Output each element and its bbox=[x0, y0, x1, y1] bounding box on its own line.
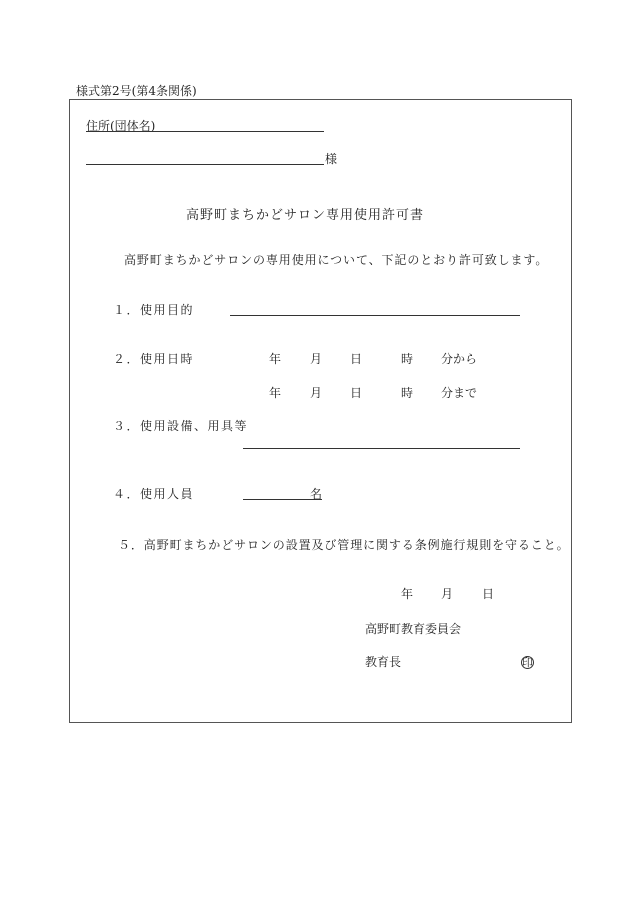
from-hour: 時 bbox=[401, 352, 414, 366]
document-title: 高野町まちかどサロン専用使用許可書 bbox=[186, 208, 425, 223]
address-underline bbox=[86, 131, 324, 132]
to-hour: 時 bbox=[401, 386, 414, 400]
seal-mark bbox=[521, 656, 534, 669]
issue-year: 年 bbox=[401, 587, 414, 601]
persons-unit: 名 bbox=[310, 487, 323, 501]
from-minute: 分から bbox=[441, 352, 478, 366]
intro-text: 高野町まちかどサロンの専用使用について、下記のとおり許可致します。 bbox=[124, 253, 549, 267]
to-minute: 分まで bbox=[441, 386, 478, 400]
signer-title: 教育長 bbox=[365, 655, 402, 669]
from-month: 月 bbox=[310, 352, 323, 366]
item-purpose-label: １．使用目的 bbox=[113, 303, 195, 317]
honorific-sama: 様 bbox=[325, 152, 338, 166]
from-year: 年 bbox=[269, 352, 282, 366]
issue-day: 日 bbox=[482, 587, 495, 601]
item-persons-label: ４．使用人員 bbox=[113, 487, 195, 501]
form-number-label: 様式第2号(第4条関係) bbox=[76, 84, 197, 98]
to-year: 年 bbox=[269, 386, 282, 400]
purpose-underline bbox=[230, 315, 520, 316]
item-equipment-label: ３．使用設備、用具等 bbox=[113, 419, 249, 433]
item-rules-text: ５．高野町まちかどサロンの設置及び管理に関する条例施行規則を守ること。 bbox=[118, 538, 570, 552]
to-month: 月 bbox=[310, 386, 323, 400]
issuer-name: 高野町教育委員会 bbox=[365, 622, 462, 636]
addressee-underline bbox=[86, 164, 324, 165]
issue-month: 月 bbox=[441, 587, 454, 601]
from-day: 日 bbox=[350, 352, 363, 366]
item-datetime-label: ２．使用日時 bbox=[113, 352, 195, 366]
address-label: 住所(団体名) bbox=[86, 119, 156, 133]
seal-icon: 印 bbox=[522, 656, 533, 669]
equipment-underline bbox=[243, 448, 520, 449]
to-day: 日 bbox=[350, 386, 363, 400]
permit-document-frame bbox=[69, 99, 572, 723]
